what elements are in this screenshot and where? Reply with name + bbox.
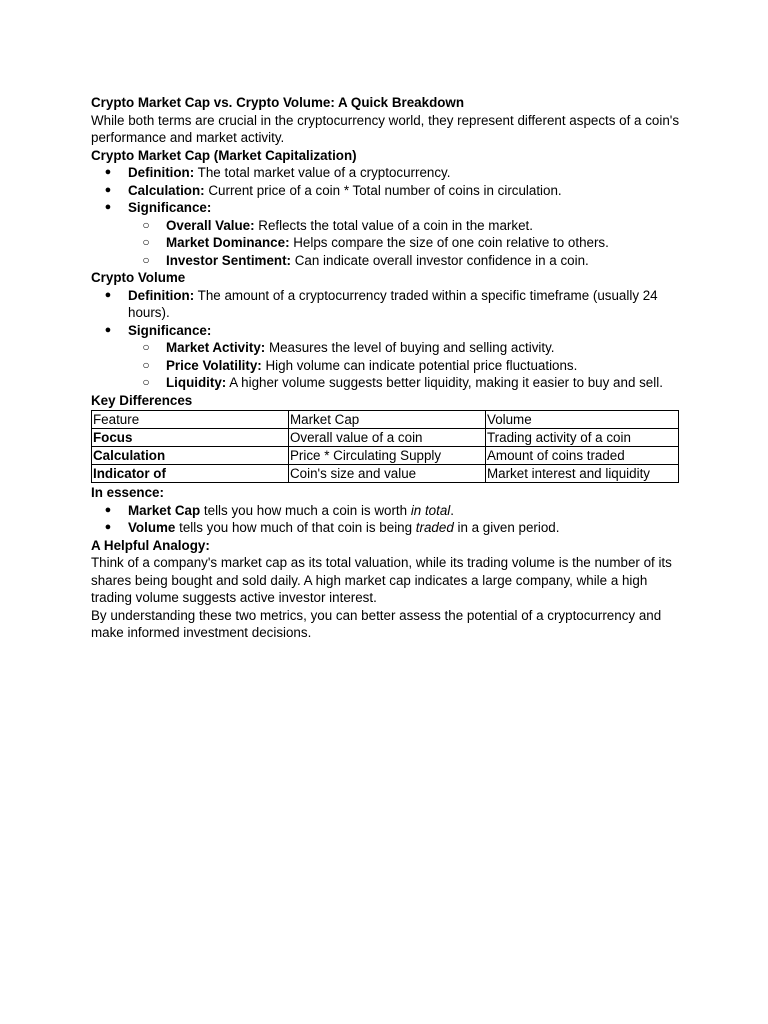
definition-label: Definition: xyxy=(128,165,195,180)
list-item xyxy=(91,519,681,537)
item-text: Reflects the total value of a coin in the market. xyxy=(254,217,533,233)
table-cell: Market interest and liquidity xyxy=(486,465,679,483)
bullet-icon: ● xyxy=(104,521,112,533)
hollow-bullet-icon: ○ xyxy=(142,235,150,249)
list-item xyxy=(91,234,681,252)
definition-text: The total market value of a cryptocurrency. xyxy=(194,165,451,180)
item-label: Investor Sentiment: xyxy=(166,252,292,268)
document-title: Crypto Market Cap vs. Crypto Volume: A Quick Breakdown xyxy=(91,95,465,110)
table-cell: Price * Circulating Supply xyxy=(289,447,486,465)
item-label: Volume xyxy=(128,520,176,535)
item-label: Price Volatility: xyxy=(166,357,262,373)
definition-text: The amount of a cryptocurrency traded within a specific timeframe (usually 24 hours). xyxy=(128,287,658,320)
list-item xyxy=(91,502,681,520)
table-row xyxy=(92,447,679,465)
hollow-bullet-icon: ○ xyxy=(142,357,150,372)
list-item xyxy=(91,217,681,235)
table-row-header: Focus xyxy=(92,429,289,447)
item-text: tells you how much a coin is worth xyxy=(200,502,411,518)
table-cell: Trading activity of a coin xyxy=(486,429,679,447)
definition-label: Definition: xyxy=(128,287,195,303)
item-label: Liquidity: xyxy=(166,375,227,390)
list-item xyxy=(91,322,681,340)
significance-label: Significance: xyxy=(128,322,212,338)
table-header-row xyxy=(92,411,679,429)
bullet-icon: ● xyxy=(104,323,112,336)
item-label: Market Cap xyxy=(128,502,201,518)
table-cell: Overall value of a coin xyxy=(289,429,486,447)
market-cap-list xyxy=(91,164,681,269)
table-header-cell: Market Cap xyxy=(289,411,486,429)
key-differences-table xyxy=(91,410,679,483)
closing-paragraph: By understanding these two metrics, you can better assess the potential of a cryptocurrency and make informed investment decisions. xyxy=(91,607,662,640)
document-body xyxy=(91,94,681,642)
intro-paragraph: While both terms are crucial in the cryptocurrency world, they represent different aspects of a coin's performance and market activity. xyxy=(91,112,680,145)
list-item xyxy=(91,164,681,182)
bullet-icon: ● xyxy=(104,503,112,516)
item-text: . xyxy=(450,502,454,518)
hollow-bullet-icon: ○ xyxy=(142,217,150,232)
analogy-paragraph: Think of a company's market cap as its total valuation, while its trading volume is the number of its shares being bought and sold daily. A high market cap indicates a large company, while a high trading volume suggests active investor interest. xyxy=(91,555,672,605)
item-text: High volume can indicate potential price fluctuations. xyxy=(261,357,578,373)
item-text: in a given period. xyxy=(453,520,560,535)
hollow-bullet-icon: ○ xyxy=(142,375,150,389)
calculation-label: Calculation: xyxy=(128,182,205,198)
item-text: tells you how much of that coin is being xyxy=(175,520,416,535)
list-item xyxy=(91,252,681,270)
list-item xyxy=(91,357,681,375)
list-item xyxy=(91,374,681,392)
item-label: Market Dominance: xyxy=(166,235,290,250)
item-emphasis: in total xyxy=(410,502,451,518)
list-item xyxy=(91,199,681,217)
table-row xyxy=(92,465,679,483)
hollow-bullet-icon: ○ xyxy=(142,340,150,354)
list-item xyxy=(91,339,681,357)
item-text: Can indicate overall investor confidence in a coin. xyxy=(291,252,589,268)
bullet-icon: ● xyxy=(104,201,112,213)
item-label: Market Activity: xyxy=(166,340,266,355)
list-item xyxy=(91,287,681,322)
analogy-heading: A Helpful Analogy: xyxy=(91,537,210,553)
calculation-text: Current price of a coin * Total number of coins in circulation. xyxy=(204,182,562,198)
hollow-bullet-icon: ○ xyxy=(142,252,150,267)
table-cell: Amount of coins traded xyxy=(486,447,679,465)
key-differences-heading: Key Differences xyxy=(91,392,193,408)
bullet-icon: ● xyxy=(104,183,112,196)
bullet-icon: ● xyxy=(104,288,112,301)
table-row xyxy=(92,429,679,447)
item-text: Measures the level of buying and selling activity. xyxy=(265,340,555,355)
significance-label: Significance: xyxy=(128,200,212,215)
table-row-header: Calculation xyxy=(92,447,289,465)
essence-heading: In essence: xyxy=(91,485,164,500)
volume-list xyxy=(91,287,681,392)
list-item xyxy=(91,182,681,200)
market-cap-heading: Crypto Market Cap (Market Capitalization) xyxy=(91,147,357,163)
item-text: A higher volume suggests better liquidity, making it easier to buy and sell. xyxy=(226,375,663,390)
volume-heading: Crypto Volume xyxy=(91,270,186,285)
essence-list xyxy=(91,502,681,537)
table-row-header: Indicator of xyxy=(92,465,289,483)
item-text: Helps compare the size of one coin relative to others. xyxy=(289,235,609,250)
table-cell: Coin's size and value xyxy=(289,465,486,483)
item-emphasis: traded xyxy=(415,520,454,535)
table-header-cell: Feature xyxy=(92,411,289,429)
table-header-cell: Volume xyxy=(486,411,679,429)
bullet-icon: ● xyxy=(104,166,112,178)
item-label: Overall Value: xyxy=(166,217,255,233)
